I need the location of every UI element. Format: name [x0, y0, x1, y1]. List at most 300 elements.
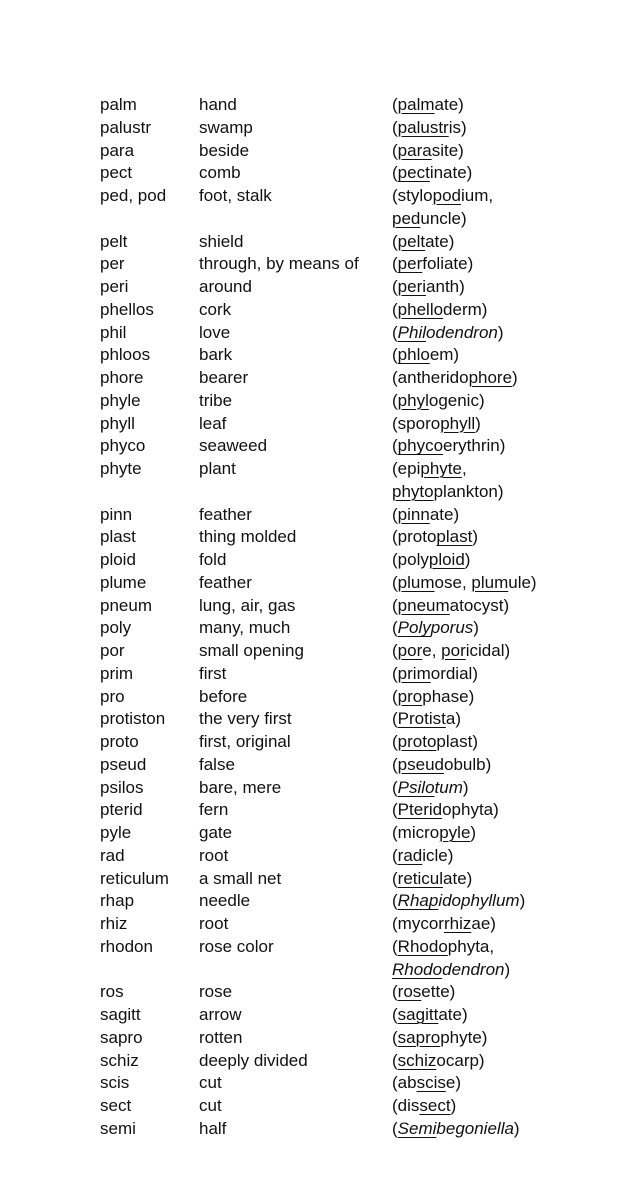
underlined-root-segment: ros [397, 982, 422, 1002]
example-line [392, 322, 504, 345]
underlined-root-segment: Poly [397, 618, 431, 638]
underlined-root-segment: sapro [397, 1027, 441, 1047]
root-meaning: thing molded [199, 527, 297, 547]
root-meaning: seaweed [199, 436, 268, 456]
root-meaning: half [199, 1118, 227, 1138]
list-item [0, 1118, 635, 1141]
underlined-root-segment: phyll [440, 413, 476, 433]
example-segment: (micro [392, 823, 440, 842]
example-line [392, 1072, 461, 1095]
example-term [392, 253, 473, 276]
example-segment: a) [445, 709, 461, 729]
example-line [392, 1118, 520, 1141]
example-term [392, 1118, 520, 1141]
list-item [0, 435, 635, 458]
underlined-root-segment: prim [397, 663, 431, 683]
example-line [392, 367, 518, 390]
example-segment: ate) [429, 504, 460, 524]
underlined-root-segment: Rhodo [392, 959, 443, 979]
example-line [392, 526, 478, 549]
example-term [392, 185, 493, 231]
list-item [0, 1095, 635, 1118]
example-term [392, 799, 499, 822]
underlined-root-segment: phyte [420, 459, 462, 478]
root-word: poly [100, 618, 132, 638]
example-line [392, 504, 459, 527]
example-line [392, 435, 505, 458]
example-line [392, 890, 525, 913]
list-item [0, 731, 635, 754]
list-item [0, 640, 635, 663]
example-segment: uncle) [420, 208, 467, 228]
root-word: pelt [100, 231, 128, 251]
root-word: pyle [100, 823, 132, 842]
list-item [0, 663, 635, 686]
root-word-list [0, 94, 635, 1141]
example-segment: erythrin) [443, 436, 506, 456]
underlined-root-segment: per [397, 254, 423, 274]
example-segment: , [461, 459, 467, 478]
list-item [0, 777, 635, 800]
example-line [392, 117, 467, 140]
list-item [0, 822, 635, 845]
example-line [392, 754, 491, 777]
example-segment: ( [392, 345, 398, 365]
underlined-root-segment: pyle [439, 823, 471, 842]
root-word: por [100, 641, 125, 660]
underlined-root-segment: Rhap [397, 891, 439, 911]
example-segment: ( [392, 663, 398, 683]
example-segment: (mycor [392, 914, 444, 933]
example-term [392, 686, 474, 709]
example-segment: ( [392, 936, 398, 956]
example-line [392, 731, 478, 754]
root-word: scis [100, 1073, 130, 1093]
example-term [392, 890, 525, 913]
example-segment: ) [512, 368, 518, 387]
example-line [392, 708, 461, 731]
example-term [392, 868, 472, 891]
list-item [0, 299, 635, 322]
root-meaning: gate [199, 823, 233, 842]
example-segment: ) [519, 891, 526, 911]
example-segment: ate) [438, 1005, 468, 1024]
root-meaning: cork [199, 299, 232, 319]
example-line [392, 94, 464, 117]
underlined-root-segment: Protist [397, 709, 446, 729]
list-item [0, 890, 635, 913]
list-item [0, 1050, 635, 1073]
example-segment: ( [392, 845, 398, 865]
example-segment: ) [464, 550, 471, 569]
root-meaning: bark [199, 345, 233, 365]
root-word: pterid [100, 800, 143, 820]
underlined-root-segment: rad [397, 845, 423, 865]
underlined-root-segment: rhiz [443, 914, 472, 933]
example-term [392, 595, 509, 618]
root-word: palustr [100, 117, 152, 137]
root-word: pinn [100, 504, 133, 524]
example-segment: e) [445, 1073, 461, 1093]
example-term [392, 1095, 456, 1118]
root-word: sapro [100, 1027, 143, 1047]
example-segment: ae) [471, 914, 496, 933]
root-meaning: bare, mere [199, 777, 282, 797]
example-segment: ate) [434, 95, 464, 114]
root-word: rhodon [100, 936, 153, 956]
root-meaning: shield [199, 231, 244, 251]
list-item [0, 140, 635, 163]
underlined-root-segment: para [397, 140, 432, 160]
list-item [0, 913, 635, 936]
example-segment: ( [392, 595, 398, 615]
example-segment: dendron [442, 959, 505, 979]
root-meaning: plant [199, 459, 236, 478]
example-segment: ) [473, 618, 479, 638]
root-word: proto [100, 732, 139, 751]
underlined-root-segment: palm [397, 95, 435, 114]
example-segment: ) [504, 959, 511, 979]
example-segment: ( [392, 1050, 398, 1070]
underlined-root-segment: Pterid [397, 800, 443, 820]
example-line [392, 913, 496, 936]
example-line [392, 1004, 468, 1027]
list-item [0, 322, 635, 345]
root-meaning: deeply divided [199, 1050, 308, 1070]
example-segment: odendron [426, 322, 498, 342]
example-segment: ( [392, 140, 398, 160]
root-meaning: bearer [199, 368, 249, 387]
root-word: palm [100, 95, 137, 114]
example-segment: derm) [443, 299, 488, 319]
example-term [392, 140, 464, 163]
example-term [392, 344, 459, 367]
example-segment: ( [392, 277, 398, 296]
list-item [0, 117, 635, 140]
example-line [392, 162, 472, 185]
example-segment: ) [497, 322, 504, 342]
list-item [0, 504, 635, 527]
example-segment: ( [392, 504, 398, 524]
underlined-root-segment: sagitt [397, 1005, 439, 1024]
example-segment: anth) [426, 277, 465, 296]
example-segment: icidal) [465, 641, 511, 660]
list-item [0, 1004, 635, 1027]
underlined-root-segment: sect [419, 1096, 451, 1115]
example-segment: ( [392, 641, 398, 660]
root-meaning: root [199, 845, 229, 865]
example-term [392, 390, 485, 413]
example-line [392, 1095, 456, 1118]
example-segment: ( [392, 163, 398, 183]
example-segment: porus [430, 618, 474, 638]
example-term [392, 94, 464, 117]
root-meaning: fold [199, 550, 227, 569]
root-meaning: rotten [199, 1027, 243, 1047]
example-line [392, 799, 499, 822]
root-meaning: feather [199, 504, 252, 524]
underlined-root-segment: pelt [397, 231, 426, 251]
example-segment: site) [431, 140, 464, 160]
root-meaning: needle [199, 891, 251, 911]
example-segment: ogenic) [428, 390, 485, 410]
example-segment: ule) [508, 572, 537, 592]
example-term [392, 458, 504, 504]
underlined-root-segment: phyco [397, 436, 444, 456]
list-item [0, 708, 635, 731]
example-segment: ( [392, 732, 398, 751]
list-item [0, 1072, 635, 1095]
list-item [0, 413, 635, 436]
list-item [0, 686, 635, 709]
example-term [392, 617, 479, 640]
example-term [392, 1004, 468, 1027]
example-segment: ( [392, 800, 398, 820]
root-word: peri [100, 277, 129, 296]
underlined-root-segment: por [441, 641, 466, 660]
example-line [392, 1027, 487, 1050]
example-segment: ( [392, 117, 398, 137]
list-item [0, 231, 635, 254]
example-segment: ate) [443, 868, 473, 888]
root-word: rhiz [100, 914, 128, 933]
example-segment: icle) [422, 845, 454, 865]
root-meaning: through, by means of [199, 254, 359, 274]
example-segment: ( [392, 95, 398, 114]
example-segment: (antherido [392, 368, 469, 387]
list-item [0, 981, 635, 1004]
example-segment: ) [450, 1096, 457, 1115]
example-segment: tum [434, 777, 463, 797]
example-line [392, 253, 473, 276]
example-segment: is) [448, 117, 467, 137]
example-segment: ( [392, 777, 398, 797]
example-segment: ordial) [430, 663, 478, 683]
root-meaning: a small net [199, 868, 282, 888]
example-segment: ) [513, 1118, 520, 1138]
example-segment: ( [392, 299, 398, 319]
example-line [392, 231, 454, 254]
example-line [392, 1050, 485, 1073]
underlined-root-segment: pect [397, 163, 430, 183]
example-segment: ette) [421, 982, 456, 1002]
underlined-root-segment: peri [397, 277, 427, 296]
list-item [0, 572, 635, 595]
example-term [392, 913, 496, 936]
root-word: psilos [100, 777, 144, 797]
root-meaning: leaf [199, 413, 227, 433]
example-segment: ) [462, 777, 469, 797]
root-meaning: comb [199, 163, 241, 183]
example-term [392, 322, 504, 345]
example-segment: begoniella [436, 1118, 514, 1138]
list-item [0, 1027, 635, 1050]
example-term [392, 708, 461, 731]
example-line [392, 481, 504, 504]
list-item [0, 344, 635, 367]
root-word: plast [100, 527, 136, 547]
example-segment: ( [392, 868, 398, 888]
root-word: phil [100, 322, 127, 342]
example-term [392, 663, 478, 686]
example-term [392, 276, 465, 299]
root-word: prim [100, 663, 134, 683]
root-meaning: cut [199, 1096, 222, 1115]
example-segment: ( [392, 436, 398, 456]
root-word: phellos [100, 299, 154, 319]
example-segment: ( [392, 709, 398, 729]
root-word: pneum [100, 595, 152, 615]
example-line [392, 458, 504, 481]
example-line [392, 595, 509, 618]
underlined-root-segment: phlo [397, 345, 430, 365]
underlined-root-segment: phyto [392, 481, 434, 501]
example-line [392, 777, 469, 800]
example-line [392, 549, 470, 572]
list-item [0, 549, 635, 572]
example-segment: (stylo [392, 186, 433, 205]
example-term [392, 367, 518, 390]
example-line [392, 868, 472, 891]
list-item [0, 458, 635, 504]
underlined-root-segment: scis [416, 1073, 446, 1093]
example-line [392, 936, 510, 959]
example-segment: ( [392, 982, 398, 1002]
example-segment: ophyta) [442, 800, 499, 820]
example-line [392, 663, 478, 686]
root-word: phyte [100, 459, 142, 478]
root-meaning: fern [199, 800, 229, 820]
root-meaning: false [199, 754, 235, 774]
root-meaning: lung, air, gas [199, 595, 296, 615]
example-line [392, 686, 474, 709]
example-term [392, 117, 467, 140]
example-segment: (ab [392, 1073, 417, 1093]
example-term [392, 822, 476, 845]
example-segment: phyta, [447, 936, 495, 956]
example-line [392, 299, 487, 322]
example-line [392, 140, 464, 163]
root-meaning: first [199, 663, 227, 683]
root-word: phore [100, 368, 144, 387]
root-word: semi [100, 1118, 136, 1138]
example-line [392, 413, 481, 436]
example-term [392, 981, 455, 1004]
underlined-root-segment: phello [397, 299, 444, 319]
example-term [392, 731, 478, 754]
example-line [392, 822, 476, 845]
root-meaning: many, much [199, 618, 291, 638]
example-segment: ( [392, 231, 398, 251]
example-segment: ( [392, 1027, 398, 1047]
root-meaning: small opening [199, 641, 304, 660]
list-item [0, 162, 635, 185]
example-segment: ocarp) [436, 1050, 485, 1070]
root-word: ped, pod [100, 186, 167, 205]
example-segment: plast) [436, 732, 478, 751]
root-word: phloos [100, 345, 151, 365]
list-item [0, 390, 635, 413]
example-segment: ( [392, 390, 398, 410]
example-term [392, 936, 510, 982]
underlined-root-segment: ped [392, 208, 421, 228]
example-line [392, 617, 479, 640]
list-item [0, 595, 635, 618]
example-segment: ( [392, 891, 398, 911]
example-term [392, 435, 505, 458]
example-term [392, 640, 510, 663]
example-segment: ium, [461, 186, 494, 205]
example-term [392, 526, 478, 549]
example-segment: ( [392, 254, 398, 274]
underlined-root-segment: plast [436, 527, 473, 547]
root-meaning: swamp [199, 117, 253, 137]
root-word: protiston [100, 709, 166, 729]
root-word: rad [100, 845, 125, 865]
example-segment: ( [392, 686, 398, 706]
example-term [392, 231, 454, 254]
example-segment: idophyllum [438, 891, 520, 911]
underlined-root-segment: pinn [397, 504, 430, 524]
example-segment: ate) [425, 231, 455, 251]
example-segment: ( [392, 1005, 398, 1024]
root-meaning: tribe [199, 390, 233, 410]
example-segment: ) [472, 527, 479, 547]
example-line [392, 959, 510, 982]
underlined-root-segment: pod [432, 186, 461, 205]
list-item [0, 367, 635, 390]
example-line [392, 185, 493, 208]
example-segment: ose, [434, 572, 472, 592]
root-meaning: around [199, 277, 252, 296]
underlined-root-segment: pseud [397, 754, 444, 774]
example-term [392, 299, 487, 322]
example-segment: phase) [422, 686, 475, 706]
root-word: per [100, 254, 125, 274]
root-meaning: arrow [199, 1005, 242, 1024]
example-line [392, 276, 465, 299]
root-meaning: hand [199, 95, 237, 114]
example-term [392, 777, 469, 800]
root-word: ploid [100, 550, 136, 569]
example-term [392, 1050, 485, 1073]
example-segment: inate) [429, 163, 473, 183]
example-line [392, 208, 493, 231]
root-word: phyco [100, 436, 146, 456]
underlined-root-segment: palustr [397, 117, 449, 137]
list-item [0, 799, 635, 822]
example-line [392, 640, 510, 663]
underlined-root-segment: pneum [397, 595, 450, 615]
root-meaning: root [199, 914, 229, 933]
list-item [0, 754, 635, 777]
underlined-root-segment: Psilo [397, 777, 435, 797]
underlined-root-segment: ploid [428, 550, 465, 569]
root-meaning: foot, stalk [199, 186, 272, 205]
root-word: para [100, 140, 135, 160]
example-segment: ( [392, 322, 398, 342]
list-item [0, 253, 635, 276]
root-word: sect [100, 1096, 132, 1115]
underlined-root-segment: Phil [397, 322, 427, 342]
example-segment: phyte) [440, 1027, 488, 1047]
example-segment: ( [392, 618, 398, 638]
underlined-root-segment: phore [468, 368, 513, 387]
root-word: ros [100, 982, 124, 1002]
example-term [392, 1072, 461, 1095]
list-item [0, 185, 635, 231]
example-line [392, 390, 485, 413]
